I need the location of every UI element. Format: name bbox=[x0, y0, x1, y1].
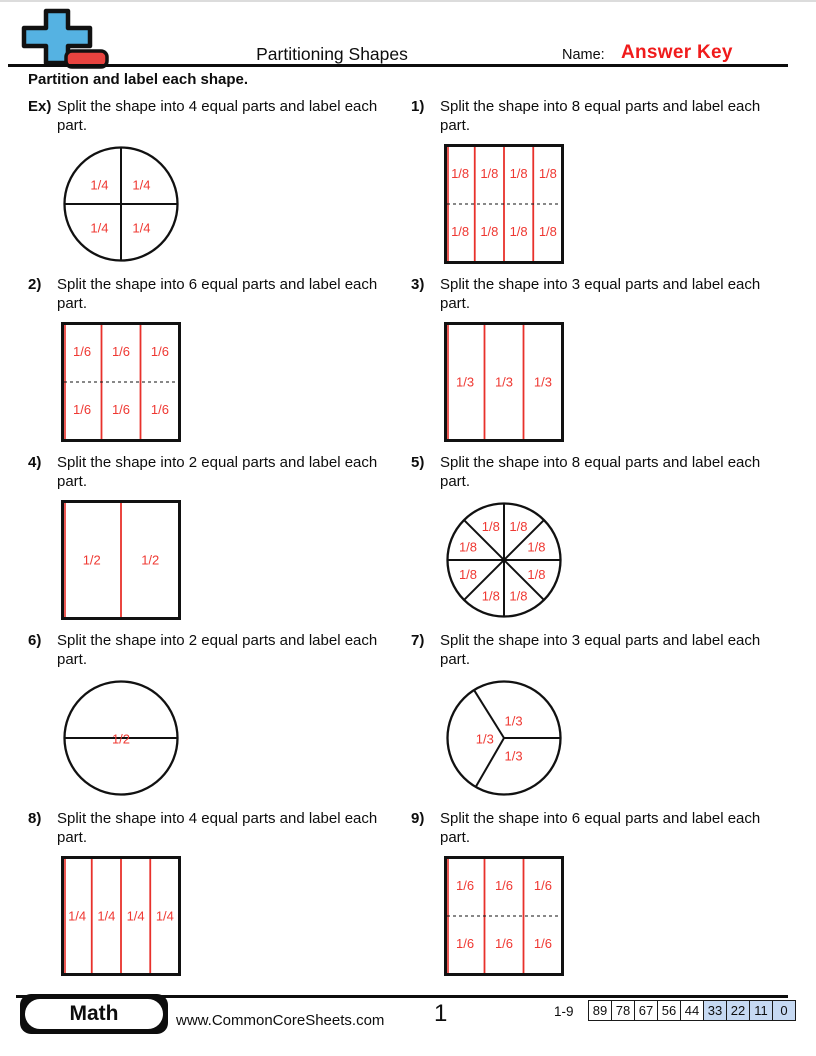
problem-text: Split the shape into 3 equal parts and label each part. bbox=[440, 276, 761, 312]
subject-badge bbox=[20, 994, 168, 1034]
partitioned-circle bbox=[444, 678, 564, 798]
fraction-label: 1/4 bbox=[132, 177, 151, 193]
problem-number: Ex) bbox=[28, 98, 52, 115]
fraction-label: 1/3 bbox=[533, 374, 553, 390]
fraction-label: 1/6 bbox=[111, 401, 131, 417]
problem-block bbox=[411, 98, 779, 274]
score-range-label: 1-9 bbox=[554, 1004, 574, 1019]
answer-key-text: Answer Key bbox=[621, 42, 733, 63]
website-url: www.CommonCoreSheets.com bbox=[176, 1012, 385, 1029]
problem-block bbox=[411, 632, 779, 808]
fraction-label: 1/4 bbox=[90, 177, 109, 193]
fraction-label: 1/4 bbox=[68, 908, 87, 924]
partitioned-rectangle bbox=[61, 322, 181, 442]
problem-header bbox=[28, 454, 396, 491]
fraction-label: 1/8 bbox=[458, 539, 478, 555]
fraction-label: 1/3 bbox=[494, 374, 514, 390]
fraction-label: 1/6 bbox=[455, 935, 475, 951]
problem-text: Split the shape into 8 equal parts and label each part. bbox=[440, 454, 761, 490]
score-cell: 22 bbox=[726, 1000, 750, 1021]
page-top-edge bbox=[0, 0, 816, 2]
score-cell: 78 bbox=[611, 1000, 635, 1021]
fraction-label: 1/8 bbox=[527, 566, 546, 582]
score-cell: 89 bbox=[588, 1000, 612, 1021]
problem-header bbox=[411, 276, 779, 313]
fraction-label: 1/4 bbox=[126, 908, 145, 924]
commoncoresheets-logo-icon bbox=[18, 8, 110, 70]
fraction-label: 1/8 bbox=[509, 518, 528, 534]
partitioned-rectangle bbox=[444, 856, 564, 976]
problem-header bbox=[411, 454, 779, 491]
score-cell: 44 bbox=[680, 1000, 704, 1021]
fraction-label: 1/4 bbox=[132, 220, 151, 236]
problem-header bbox=[28, 632, 396, 669]
fraction-label: 1/2 bbox=[82, 552, 101, 568]
shape-canvas bbox=[444, 500, 564, 620]
fraction-label: 1/2 bbox=[111, 731, 131, 747]
problem-text: Split the shape into 6 equal parts and label each part. bbox=[57, 276, 378, 312]
fraction-label: 1/8 bbox=[509, 588, 528, 604]
fraction-label: 1/8 bbox=[480, 223, 499, 239]
shape-canvas bbox=[61, 678, 181, 798]
problem-number: 3) bbox=[411, 276, 425, 293]
fraction-label: 1/2 bbox=[141, 552, 160, 568]
problem-text: Split the shape into 2 equal parts and label each part. bbox=[57, 632, 378, 668]
problem-block bbox=[411, 276, 779, 452]
fraction-label: 1/6 bbox=[150, 344, 170, 360]
fraction-label: 1/6 bbox=[111, 344, 131, 360]
fraction-label: 1/8 bbox=[451, 166, 470, 182]
shape-canvas bbox=[61, 322, 181, 442]
fraction-label: 1/8 bbox=[458, 566, 478, 582]
fraction-label: 1/6 bbox=[72, 344, 92, 360]
problem-text: Split the shape into 3 equal parts and label each part. bbox=[440, 632, 761, 668]
problem-text: Split the shape into 6 equal parts and label each part. bbox=[440, 810, 761, 846]
problem-text: Split the shape into 4 equal parts and label each part. bbox=[57, 98, 378, 134]
problem-number: 9) bbox=[411, 810, 425, 827]
problem-header bbox=[28, 810, 396, 847]
fraction-label: 1/6 bbox=[494, 935, 514, 951]
partitioned-rectangle bbox=[444, 322, 564, 442]
problem-header bbox=[411, 98, 779, 135]
fraction-label: 1/4 bbox=[155, 908, 174, 924]
shape-canvas bbox=[444, 144, 564, 264]
problem-block bbox=[28, 454, 396, 630]
fraction-label: 1/8 bbox=[538, 166, 557, 182]
problem-header bbox=[411, 810, 779, 847]
fraction-label: 1/8 bbox=[538, 223, 557, 239]
header-divider bbox=[8, 64, 788, 67]
score-cell: 0 bbox=[772, 1000, 796, 1021]
problem-block bbox=[28, 98, 396, 274]
shape-canvas bbox=[444, 322, 564, 442]
fraction-label: 1/8 bbox=[527, 539, 546, 555]
fraction-label: 1/6 bbox=[533, 935, 553, 951]
problem-header bbox=[411, 632, 779, 669]
page-title: Partitioning Shapes bbox=[256, 44, 408, 64]
fraction-label: 1/3 bbox=[504, 713, 523, 729]
fraction-label: 1/3 bbox=[504, 748, 523, 764]
problem-block bbox=[28, 632, 396, 808]
fraction-label: 1/3 bbox=[475, 731, 494, 747]
partitioned-circle bbox=[444, 500, 564, 620]
subject-badge-label: Math bbox=[25, 999, 163, 1029]
problem-number: 7) bbox=[411, 632, 425, 649]
fraction-label: 1/8 bbox=[481, 518, 500, 534]
fraction-label: 1/6 bbox=[72, 401, 92, 417]
name-label: Name: bbox=[562, 47, 605, 63]
score-strip bbox=[589, 1000, 796, 1021]
fraction-label: 1/8 bbox=[480, 166, 499, 182]
shape-canvas bbox=[61, 144, 181, 264]
fraction-label: 1/8 bbox=[481, 588, 500, 604]
partitioned-rectangle bbox=[61, 856, 181, 976]
problem-number: 4) bbox=[28, 454, 42, 471]
problem-number: 6) bbox=[28, 632, 42, 649]
shape-canvas bbox=[444, 678, 564, 798]
partitioned-rectangle bbox=[444, 144, 564, 264]
instruction-text: Partition and label each shape. bbox=[28, 71, 249, 88]
shape-canvas bbox=[444, 856, 564, 976]
page-number: 1 bbox=[434, 1000, 448, 1027]
fraction-label: 1/4 bbox=[90, 220, 109, 236]
shape-canvas bbox=[61, 500, 181, 620]
partitioned-circle bbox=[61, 144, 181, 264]
fraction-label: 1/6 bbox=[494, 878, 514, 894]
problem-block bbox=[28, 810, 396, 986]
problem-number: 8) bbox=[28, 810, 42, 827]
fraction-label: 1/8 bbox=[509, 166, 528, 182]
problem-header bbox=[28, 276, 396, 313]
problem-number: 5) bbox=[411, 454, 425, 471]
partitioned-rectangle bbox=[61, 500, 181, 620]
fraction-label: 1/8 bbox=[509, 223, 528, 239]
fraction-label: 1/8 bbox=[451, 223, 470, 239]
fraction-label: 1/3 bbox=[455, 374, 475, 390]
fraction-label: 1/6 bbox=[533, 878, 553, 894]
problem-number: 2) bbox=[28, 276, 42, 293]
partitioned-circle bbox=[61, 678, 181, 798]
problem-block bbox=[411, 810, 779, 986]
problem-header bbox=[28, 98, 396, 135]
problem-block bbox=[411, 454, 779, 630]
problem-block bbox=[28, 276, 396, 452]
shape-canvas bbox=[61, 856, 181, 976]
fraction-label: 1/4 bbox=[97, 908, 116, 924]
problem-text: Split the shape into 8 equal parts and label each part. bbox=[440, 98, 761, 134]
fraction-label: 1/6 bbox=[455, 878, 475, 894]
problem-text: Split the shape into 2 equal parts and label each part. bbox=[57, 454, 378, 490]
score-cell: 33 bbox=[703, 1000, 727, 1021]
problem-text: Split the shape into 4 equal parts and label each part. bbox=[57, 810, 378, 846]
score-cell: 11 bbox=[749, 1000, 773, 1021]
fraction-label: 1/6 bbox=[150, 401, 170, 417]
score-cell: 56 bbox=[657, 1000, 681, 1021]
problem-number: 1) bbox=[411, 98, 425, 115]
score-cell: 67 bbox=[634, 1000, 658, 1021]
